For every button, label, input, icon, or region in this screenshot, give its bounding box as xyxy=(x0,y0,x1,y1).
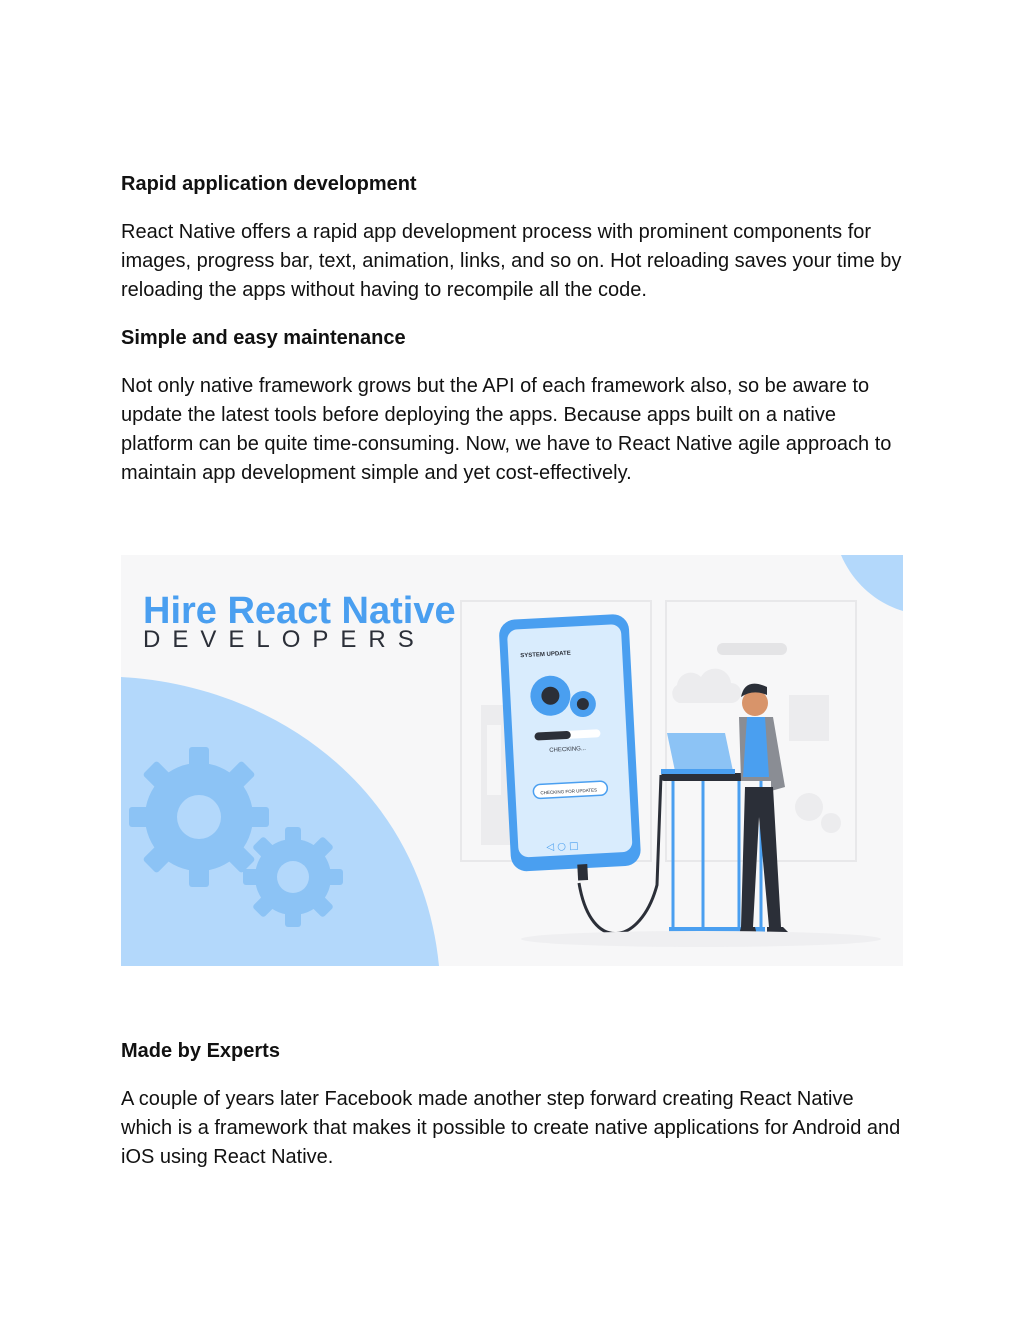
check-updates-button: CHECKING FOR UPDATES xyxy=(540,787,598,796)
section-heading-rapid: Rapid application development xyxy=(121,173,417,195)
section-body-maintenance: Not only native framework grows but the API of each framework also, so be aware to update the latest tools before deploying the apps. Because apps built on a native platform can be quite time-consuming. Now, we have to React Native agile approach to maintain app development simple and yet cost-effectively. xyxy=(121,375,892,484)
smartphone-illustration xyxy=(498,614,642,884)
phone-header: SYSTEM UPDATE xyxy=(520,650,571,660)
section-heading-experts: Made by Experts xyxy=(121,1040,280,1062)
banner-title: Hire React Native xyxy=(143,590,456,632)
checking-label: CHECKING... xyxy=(549,745,587,754)
section-body-experts: A couple of years later Facebook made another step forward creating React Native which is a framework that makes it possible to create native applications for Android and iOS using React Native. xyxy=(121,1088,901,1168)
banner-subtitle: DEVELOPERS xyxy=(143,626,426,653)
blue-blob-corner xyxy=(841,555,903,611)
svg-text:◁ ○ □: ◁ ○ □ xyxy=(546,840,579,854)
laptop-icon xyxy=(667,733,733,771)
section-body-rapid: React Native offers a rapid app development process with prominent components for images, progress bar, text, animation, links, and so on. Hot reloading saves your time by reloading the apps without having to recompile all the code. xyxy=(121,221,902,301)
hire-developers-banner xyxy=(121,555,903,966)
developer-illustration xyxy=(739,684,791,935)
section-heading-maintenance: Simple and easy maintenance xyxy=(121,327,406,349)
